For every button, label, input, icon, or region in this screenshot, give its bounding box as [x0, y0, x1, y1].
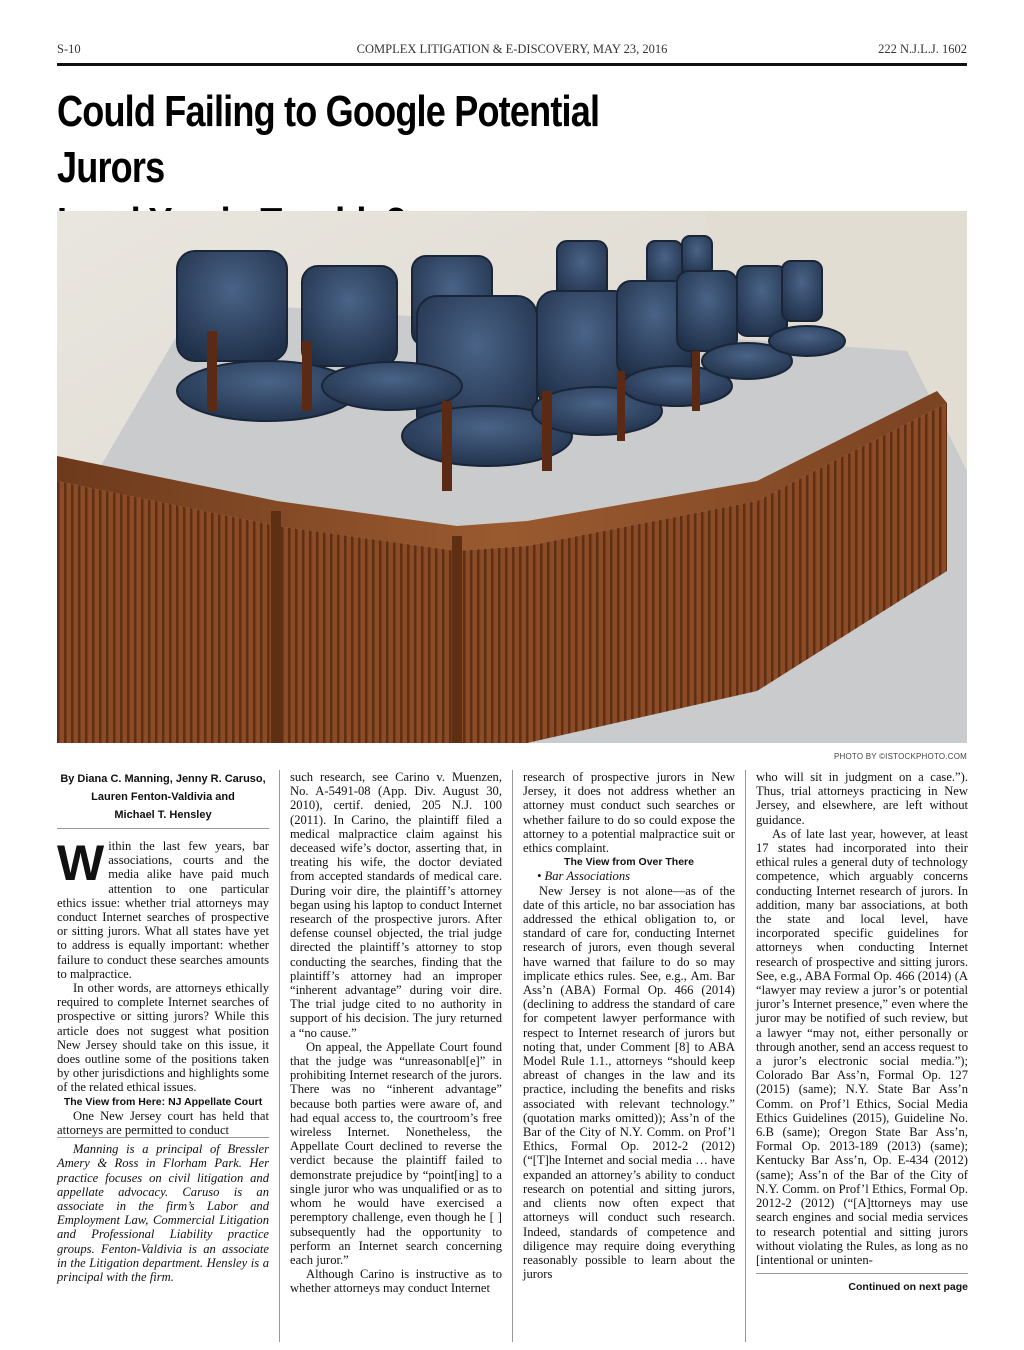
paragraph: such research, see Carino v. Muenzen, No. A-5491-08 (App. Div. August 30, 2010), certif. denied, 205 N.J. 100 (2011). In Carino, the plaintiff filed a medical malpractice claim against his deceased wife’s doctor, asserting that, in treating his wife, the doctor deviated from accepted standards of medical care. During voir dire, the plaintiff’s attorney began using his laptop to conduct Internet research of the prospective jurors. After defense counsel objected, the trial judge directed the plaintiff’s attorney to stop conducting the searches, finding that the plaintiff’s attorney had an improper “inherent advantage” during voir dire. The trial judge cited to no authority in support of his decision. The jury returned a “no cause.” [290, 770, 502, 1040]
section-title: COMPLEX LITIGATION & E-DISCOVERY, MAY 23, 2016 [356, 42, 668, 56]
column-4 [756, 770, 968, 1294]
column-rule-3 [745, 770, 746, 1342]
continued-notice: Continued on next page [756, 1273, 968, 1294]
byline-rule [57, 828, 269, 829]
subhead-nj-appellate: The View from Here: NJ Appellate Court [63, 1095, 263, 1108]
byline [57, 770, 269, 824]
page-label: S-10 [57, 42, 81, 56]
drop-cap: W [57, 835, 105, 891]
header-rule [57, 63, 967, 66]
paragraph: In other words, are attorneys ethically required to complete Internet searches of prospective or sitting jurors? While this article does not suggest what position New Jersey should take on this issue, it does outline some of the positions taken by other jurisdictions and highlights some of the related ethical issues. [57, 981, 269, 1095]
column-3 [523, 770, 735, 1281]
bullet-bar-associations: • Bar Associations [537, 869, 631, 884]
paragraph: As of late last year, however, at least 17 states had incorporated into their ethical rules a general duty of technology competence, which arguably concerns conducting Internet research of jurors. In addition, many bar associations, at both the state and local level, have incorporated specific guidelines for attorneys when conducting Internet research of prospective and sitting jurors. See, e.g., ABA Formal Op. 466 (2014) (A “lawyer may review a juror’s or potential juror’s Internet presence,” even where the juror may be notified of such review, but a lawyer “may not, either personally or through another, send an access request to a juror’s electronic social media.”); Colorado Bar Ass’n, Formal Op. 127 (2015) (same); N.Y. State Bar Ass’n Comm. on Prof’l Ethics, Social Media Ethics Guidelines (2015), Guideline No. 6.B (same); Oregon State Bar Ass’n, Formal Op. 2013-189 (2013) (same); Kentucky Bar Ass’n, Op. E-434 (2012) (same); Ass’n of the Bar of the City of N.Y. Comm. on Prof’l Ethics, Formal Op. 2012-2 (2012) (“[A]ttorneys may use search engines and social media services to research potential and sitting jurors without violating the Rules, as long as no [intentional or uninten- [756, 826, 968, 1267]
paragraph: research of prospective jurors in New Jersey, it does not address whether an attorney must conduct such searches or whether failure to do so could expose the attorney to a potential malpractice suit or ethics complaint. [523, 770, 735, 856]
running-header [57, 42, 967, 58]
column-1 [57, 770, 269, 1284]
byline-line-3: Michael T. Hensley [114, 809, 212, 821]
photo-credit: PHOTO BY ©ISTOCKPHOTO.COM [834, 752, 967, 761]
headline-line-1: Could Failing to Google Potential Jurors [57, 87, 600, 192]
byline-line-2: Lauren Fenton-Valdivia and [91, 791, 235, 803]
column-2 [290, 770, 502, 1296]
paragraph: One New Jersey court has held that attorneys are permitted to conduct [57, 1108, 269, 1138]
byline-line-1: By Diana C. Manning, Jenny R. Caruso, [60, 773, 266, 785]
jury-box-photo [57, 211, 967, 743]
intro-paragraph [57, 835, 269, 981]
subhead-over-there: The View from Over There [564, 856, 694, 869]
column-rule-2 [512, 770, 513, 1342]
paragraph: Although Carino is instructive as to whether attorneys may conduct Internet [290, 1267, 502, 1296]
paragraph: who will sit in judgment on a case.”). Thus, trial attorneys practicing in New Jersey, and elsewhere, are left without guidance. [756, 770, 968, 827]
paragraph: New Jersey is not alone—as of the date of this article, no bar association has addressed the ethical obligation to, or standard of care for, conducting Internet research of jurors, even though several have warned that failure to do so may implicate ethics rules. See, e.g., Am. Bar Ass’n (ABA) Formal Op. 466 (2014) (declining to address the standard of care for competent lawyer performance with respect to Internet research of jurors but noting that, under Comment [8] to ABA Model Rule 1.1., attorneys “should keep abreast of changes in the law and its practice, including the benefits and risks associated with relevant technology.” (quotation marks omitted)); Ass’n of the Bar of the City of N.Y. Comm. on Prof’l Ethics, Formal Op. 2012-2 (2012) (“[T]he Internet and social media … have expanded an attorney’s ability to conduct research on potential and sitting jurors, and clients now often expect that attorneys will conduct such research. Indeed, standards of competence and diligence may require doing everything reasonably possible to learn about the jurors [523, 883, 735, 1282]
column-rule-1 [279, 770, 280, 1342]
citation: 222 N.J.L.J. 1602 [878, 42, 967, 56]
intro-text: ithin the last few years, bar associations, courts and the media alike have paid much attention to one particular ethics issue: whether trial attorneys may conduct Internet searches of prospective or sitting jurors. What all states have yet to address is equally important: whether failure to conduct these searches amounts to malpractice. [57, 839, 269, 981]
author-bio: Manning is a principal of Bressler Amery & Ross in Florham Park. Her practice focuses on civil litigation and appellate advocacy. Caruso is an associate in the firm’s Labor and Employment Law, Commercial Litigation and Professional Liability practice groups. Fenton-Valdivia is an associate in the Litigation department. Hensley is a principal with the firm. [57, 1137, 269, 1284]
paragraph: On appeal, the Appellate Court found that the judge was “unreasonabl[e]” in prohibiting Internet research of the jurors. There was no “inherent advantage” because both parties were aware of, and had equal access to, the courtroom’s free wireless Internet. Nonetheless, the Appellate Court declined to reverse the verdict because the plaintiff failed to demonstrate prejudice by “point[ing] to a single juror who was unqualified or as to whom he would have exercised a peremptory challenge, even though he [ ] subsequently had the opportunity to perform an Internet search concerning each juror.” [290, 1039, 502, 1267]
